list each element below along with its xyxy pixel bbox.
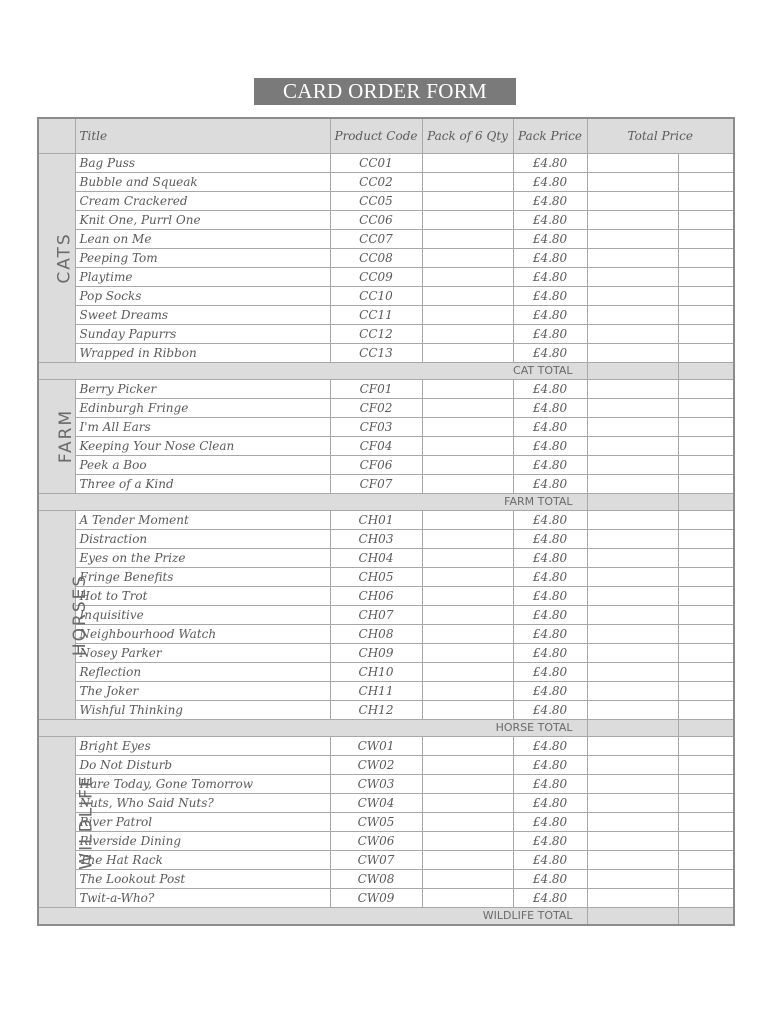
card-title-cell: Wrapped in Ribbon (75, 344, 330, 363)
card-title-cell: Wishful Thinking (75, 701, 330, 720)
quantity-cell[interactable] (422, 813, 513, 832)
quantity-cell[interactable] (422, 606, 513, 625)
total-price-cell[interactable] (587, 701, 678, 720)
pack-price-cell: £4.80 (513, 756, 587, 775)
pack-price-cell: £4.80 (513, 268, 587, 287)
quantity-cell[interactable] (422, 511, 513, 530)
total-price-cell[interactable] (587, 813, 678, 832)
card-title-cell: River Patrol (75, 813, 330, 832)
product-code-cell: CC05 (330, 192, 422, 211)
product-code-cell: CF06 (330, 456, 422, 475)
total-price-cell[interactable] (587, 456, 678, 475)
total-price-pence-cell[interactable] (678, 813, 734, 832)
total-price-cell[interactable] (587, 475, 678, 494)
product-code-cell: CH06 (330, 587, 422, 606)
quantity-cell[interactable] (422, 756, 513, 775)
table-row (38, 606, 734, 625)
card-title-cell: Nosey Parker (75, 644, 330, 663)
total-price-pence-cell[interactable] (678, 870, 734, 889)
total-price-cell[interactable] (587, 663, 678, 682)
card-title-cell: Peeping Tom (75, 249, 330, 268)
quantity-cell[interactable] (422, 889, 513, 908)
product-code-cell: CW01 (330, 737, 422, 756)
product-code-cell: CH03 (330, 530, 422, 549)
table-row (38, 456, 734, 475)
product-code-cell: CH01 (330, 511, 422, 530)
quantity-cell[interactable] (422, 456, 513, 475)
table-row (38, 870, 734, 889)
card-title-cell: Eyes on the Prize (75, 549, 330, 568)
card-title-cell: Neighbourhood Watch (75, 625, 330, 644)
total-price-pence-cell[interactable] (678, 154, 734, 173)
pack-price-cell: £4.80 (513, 306, 587, 325)
pack-price-cell: £4.80 (513, 475, 587, 494)
pack-price-cell: £4.80 (513, 154, 587, 173)
card-title-cell: Playtime (75, 268, 330, 287)
quantity-cell[interactable] (422, 249, 513, 268)
total-price-pence-cell[interactable] (678, 268, 734, 287)
total-price-pence-cell[interactable] (678, 380, 734, 399)
section-total-pence[interactable] (678, 720, 734, 737)
table-row (38, 851, 734, 870)
card-title-cell: I'm All Ears (75, 418, 330, 437)
card-title-cell: Lean on Me (75, 230, 330, 249)
section-total-row (38, 494, 734, 511)
total-price-cell[interactable] (587, 644, 678, 663)
table-row (38, 794, 734, 813)
total-price-cell[interactable] (587, 606, 678, 625)
total-price-cell[interactable] (587, 832, 678, 851)
total-price-pence-cell[interactable] (678, 682, 734, 701)
product-code-cell: CC13 (330, 344, 422, 363)
card-title-cell: Distraction (75, 530, 330, 549)
product-code-cell: CW02 (330, 756, 422, 775)
card-title-cell: Twit-a-Who? (75, 889, 330, 908)
quantity-cell[interactable] (422, 325, 513, 344)
section-total-pence[interactable] (678, 494, 734, 511)
product-code-cell: CH07 (330, 606, 422, 625)
total-price-pence-cell[interactable] (678, 832, 734, 851)
total-price-cell[interactable] (587, 399, 678, 418)
table-row (38, 549, 734, 568)
category-label: WILDLIFE (76, 773, 97, 870)
total-price-pence-cell[interactable] (678, 399, 734, 418)
card-title-cell: Sweet Dreams (75, 306, 330, 325)
product-code-cell: CF04 (330, 437, 422, 456)
section-total-pence[interactable] (678, 363, 734, 380)
table-row (38, 644, 734, 663)
product-code-cell: CC12 (330, 325, 422, 344)
total-price-pence-cell[interactable] (678, 587, 734, 606)
pack-price-cell: £4.80 (513, 511, 587, 530)
section-total-label: WILDLIFE TOTAL (38, 908, 587, 926)
total-price-pence-cell[interactable] (678, 794, 734, 813)
card-title-cell: Keeping Your Nose Clean (75, 437, 330, 456)
quantity-cell[interactable] (422, 663, 513, 682)
total-price-pence-cell[interactable] (678, 437, 734, 456)
card-title-cell: Nuts, Who Said Nuts? (75, 794, 330, 813)
card-title-cell: Bright Eyes (75, 737, 330, 756)
total-price-cell[interactable] (587, 173, 678, 192)
product-code-cell: CF03 (330, 418, 422, 437)
product-code-cell: CH10 (330, 663, 422, 682)
quantity-cell[interactable] (422, 211, 513, 230)
quantity-cell[interactable] (422, 418, 513, 437)
total-price-cell[interactable] (587, 287, 678, 306)
table-row (38, 173, 734, 192)
total-price-pence-cell[interactable] (678, 344, 734, 363)
product-code-cell: CC08 (330, 249, 422, 268)
card-title-cell: The Joker (75, 682, 330, 701)
category-cell (38, 380, 75, 494)
pack-price-cell: £4.80 (513, 832, 587, 851)
total-price-pence-cell[interactable] (678, 325, 734, 344)
section-total-label: CAT TOTAL (38, 363, 587, 380)
pack-price-cell: £4.80 (513, 173, 587, 192)
pack-price-cell: £4.80 (513, 192, 587, 211)
total-price-pence-cell[interactable] (678, 889, 734, 908)
quantity-cell[interactable] (422, 530, 513, 549)
card-title-cell: Knit One, Purrl One (75, 211, 330, 230)
table-row (38, 568, 734, 587)
pack-price-cell: £4.80 (513, 813, 587, 832)
pack-price-cell: £4.80 (513, 549, 587, 568)
table-row (38, 344, 734, 363)
header-row (38, 118, 734, 154)
category-cell (38, 511, 91, 720)
section-total-value[interactable] (587, 720, 678, 737)
total-price-pence-cell[interactable] (678, 568, 734, 587)
table-row (38, 832, 734, 851)
total-price-cell[interactable] (587, 154, 678, 173)
category-cell (38, 154, 75, 363)
card-title-cell: Peek a Boo (75, 456, 330, 475)
category-cell (38, 737, 97, 908)
product-code-cell: CW05 (330, 813, 422, 832)
product-code-cell: CF02 (330, 399, 422, 418)
card-title-cell: Sunday Papurrs (75, 325, 330, 344)
category-label: HORSES (70, 573, 91, 656)
section-total-row (38, 720, 734, 737)
section-total-value[interactable] (587, 908, 678, 926)
quantity-cell[interactable] (422, 587, 513, 606)
product-code-cell: CF01 (330, 380, 422, 399)
pack-price-cell: £4.80 (513, 737, 587, 756)
table-row (38, 154, 734, 173)
quantity-cell[interactable] (422, 287, 513, 306)
card-title-cell: Do Not Disturb (75, 756, 330, 775)
table-row (38, 775, 734, 794)
table-row (38, 511, 734, 530)
table-row (38, 249, 734, 268)
total-price-cell[interactable] (587, 268, 678, 287)
table-row (38, 306, 734, 325)
card-title-cell: Edinburgh Fringe (75, 399, 330, 418)
quantity-cell[interactable] (422, 399, 513, 418)
total-price-pence-cell[interactable] (678, 287, 734, 306)
total-price-pence-cell[interactable] (678, 230, 734, 249)
product-code-cell: CH12 (330, 701, 422, 720)
total-price-pence-cell[interactable] (678, 737, 734, 756)
pack-price-cell: £4.80 (513, 851, 587, 870)
quantity-cell[interactable] (422, 268, 513, 287)
total-price-pence-cell[interactable] (678, 549, 734, 568)
header-corner (38, 118, 75, 154)
quantity-cell[interactable] (422, 832, 513, 851)
total-price-cell[interactable] (587, 211, 678, 230)
table-row (38, 701, 734, 720)
product-code-cell: CC09 (330, 268, 422, 287)
quantity-cell[interactable] (422, 701, 513, 720)
card-title-cell: Reflection (75, 663, 330, 682)
total-price-pence-cell[interactable] (678, 663, 734, 682)
card-title-cell: Inquisitive (75, 606, 330, 625)
quantity-cell[interactable] (422, 794, 513, 813)
table-row (38, 813, 734, 832)
total-price-pence-cell[interactable] (678, 306, 734, 325)
product-code-cell: CH08 (330, 625, 422, 644)
pack-price-cell: £4.80 (513, 399, 587, 418)
table-row (38, 756, 734, 775)
section-total-label: FARM TOTAL (38, 494, 587, 511)
card-title-cell: A Tender Moment (75, 511, 330, 530)
category-label: FARM (56, 408, 77, 464)
card-title-cell: Berry Picker (75, 380, 330, 399)
total-price-cell[interactable] (587, 756, 678, 775)
quantity-cell[interactable] (422, 344, 513, 363)
total-price-pence-cell[interactable] (678, 775, 734, 794)
pack-price-cell: £4.80 (513, 418, 587, 437)
table-row (38, 380, 734, 399)
pack-price-cell: £4.80 (513, 249, 587, 268)
product-code-cell: CW07 (330, 851, 422, 870)
product-code-cell: CC06 (330, 211, 422, 230)
section-total-row (38, 363, 734, 380)
quantity-cell[interactable] (422, 851, 513, 870)
table-row (38, 663, 734, 682)
header-product-code: Product Code (330, 118, 422, 154)
card-title-cell: Fringe Benefits (75, 568, 330, 587)
total-price-cell[interactable] (587, 325, 678, 344)
total-price-cell[interactable] (587, 549, 678, 568)
total-price-cell[interactable] (587, 530, 678, 549)
total-price-cell[interactable] (587, 794, 678, 813)
header-total-price: Total Price (587, 118, 734, 154)
card-title-cell: Cream Crackered (75, 192, 330, 211)
product-code-cell: CC07 (330, 230, 422, 249)
table-row (38, 230, 734, 249)
pack-price-cell: £4.80 (513, 701, 587, 720)
total-price-cell[interactable] (587, 380, 678, 399)
card-title-cell: Hot to Trot (75, 587, 330, 606)
total-price-pence-cell[interactable] (678, 192, 734, 211)
total-price-pence-cell[interactable] (678, 756, 734, 775)
table-row (38, 889, 734, 908)
total-price-pence-cell[interactable] (678, 606, 734, 625)
category-label: CATS (54, 231, 75, 284)
total-price-cell[interactable] (587, 625, 678, 644)
total-price-pence-cell[interactable] (678, 456, 734, 475)
section-total-pence[interactable] (678, 908, 734, 926)
header-pack-price: Pack Price (513, 118, 587, 154)
section-total-row (38, 908, 734, 926)
total-price-pence-cell[interactable] (678, 475, 734, 494)
quantity-cell[interactable] (422, 870, 513, 889)
total-price-pence-cell[interactable] (678, 211, 734, 230)
total-price-pence-cell[interactable] (678, 851, 734, 870)
table-row (38, 587, 734, 606)
total-price-cell[interactable] (587, 230, 678, 249)
total-price-cell[interactable] (587, 306, 678, 325)
pack-price-cell: £4.80 (513, 380, 587, 399)
quantity-cell[interactable] (422, 230, 513, 249)
quantity-cell[interactable] (422, 173, 513, 192)
table-row (38, 399, 734, 418)
total-price-cell[interactable] (587, 418, 678, 437)
table-row (38, 211, 734, 230)
card-title-cell: The Hat Rack (75, 851, 330, 870)
header-pack-qty: Pack of 6 Qty (422, 118, 513, 154)
form-title: CARD ORDER FORM (254, 78, 516, 105)
pack-price-cell: £4.80 (513, 644, 587, 663)
total-price-cell[interactable] (587, 511, 678, 530)
total-price-cell[interactable] (587, 737, 678, 756)
pack-price-cell: £4.80 (513, 568, 587, 587)
total-price-pence-cell[interactable] (678, 173, 734, 192)
pack-price-cell: £4.80 (513, 606, 587, 625)
quantity-cell[interactable] (422, 380, 513, 399)
product-code-cell: CC01 (330, 154, 422, 173)
total-price-cell[interactable] (587, 344, 678, 363)
table-row (38, 192, 734, 211)
pack-price-cell: £4.80 (513, 682, 587, 701)
card-title-cell: Pop Socks (75, 287, 330, 306)
product-code-cell: CH05 (330, 568, 422, 587)
pack-price-cell: £4.80 (513, 870, 587, 889)
total-price-cell[interactable] (587, 870, 678, 889)
product-code-cell: CC10 (330, 287, 422, 306)
section-total-value[interactable] (587, 363, 678, 380)
product-code-cell: CH09 (330, 644, 422, 663)
quantity-cell[interactable] (422, 625, 513, 644)
product-code-cell: CW08 (330, 870, 422, 889)
card-title-cell: The Lookout Post (75, 870, 330, 889)
total-price-pence-cell[interactable] (678, 701, 734, 720)
pack-price-cell: £4.80 (513, 587, 587, 606)
quantity-cell[interactable] (422, 737, 513, 756)
table-row (38, 325, 734, 344)
order-body (38, 154, 734, 926)
pack-price-cell: £4.80 (513, 325, 587, 344)
quantity-cell[interactable] (422, 192, 513, 211)
pack-price-cell: £4.80 (513, 230, 587, 249)
pack-price-cell: £4.80 (513, 530, 587, 549)
product-code-cell: CH04 (330, 549, 422, 568)
quantity-cell[interactable] (422, 549, 513, 568)
total-price-pence-cell[interactable] (678, 530, 734, 549)
pack-price-cell: £4.80 (513, 889, 587, 908)
table-row (38, 530, 734, 549)
pack-price-cell: £4.80 (513, 775, 587, 794)
total-price-pence-cell[interactable] (678, 644, 734, 663)
pack-price-cell: £4.80 (513, 287, 587, 306)
card-title-cell: Bag Puss (75, 154, 330, 173)
quantity-cell[interactable] (422, 568, 513, 587)
card-title-cell: Riverside Dining (75, 832, 330, 851)
product-code-cell: CW09 (330, 889, 422, 908)
table-row (38, 625, 734, 644)
total-price-pence-cell[interactable] (678, 418, 734, 437)
product-code-cell: CW06 (330, 832, 422, 851)
total-price-cell[interactable] (587, 192, 678, 211)
quantity-cell[interactable] (422, 154, 513, 173)
pack-price-cell: £4.80 (513, 211, 587, 230)
product-code-cell: CC02 (330, 173, 422, 192)
total-price-cell[interactable] (587, 851, 678, 870)
table-row (38, 437, 734, 456)
order-table (37, 117, 735, 926)
total-price-pence-cell[interactable] (678, 511, 734, 530)
pack-price-cell: £4.80 (513, 794, 587, 813)
card-title-cell: Three of a Kind (75, 475, 330, 494)
total-price-cell[interactable] (587, 775, 678, 794)
card-title-cell: Hare Today, Gone Tomorrow (75, 775, 330, 794)
total-price-cell[interactable] (587, 568, 678, 587)
product-code-cell: CW03 (330, 775, 422, 794)
total-price-cell[interactable] (587, 587, 678, 606)
total-price-cell[interactable] (587, 889, 678, 908)
product-code-cell: CF07 (330, 475, 422, 494)
quantity-cell[interactable] (422, 682, 513, 701)
total-price-pence-cell[interactable] (678, 625, 734, 644)
table-row (38, 682, 734, 701)
table-row (38, 737, 734, 756)
total-price-pence-cell[interactable] (678, 249, 734, 268)
quantity-cell[interactable] (422, 437, 513, 456)
quantity-cell[interactable] (422, 475, 513, 494)
pack-price-cell: £4.80 (513, 456, 587, 475)
table-row (38, 268, 734, 287)
total-price-cell[interactable] (587, 249, 678, 268)
pack-price-cell: £4.80 (513, 344, 587, 363)
quantity-cell[interactable] (422, 775, 513, 794)
pack-price-cell: £4.80 (513, 663, 587, 682)
table-row (38, 287, 734, 306)
total-price-cell[interactable] (587, 682, 678, 701)
quantity-cell[interactable] (422, 644, 513, 663)
product-code-cell: CC11 (330, 306, 422, 325)
pack-price-cell: £4.80 (513, 625, 587, 644)
total-price-cell[interactable] (587, 437, 678, 456)
table-row (38, 475, 734, 494)
pack-price-cell: £4.80 (513, 437, 587, 456)
product-code-cell: CW04 (330, 794, 422, 813)
card-title-cell: Bubble and Squeak (75, 173, 330, 192)
table-row (38, 418, 734, 437)
section-total-value[interactable] (587, 494, 678, 511)
quantity-cell[interactable] (422, 306, 513, 325)
header-title: Title (75, 118, 330, 154)
section-total-label: HORSE TOTAL (38, 720, 587, 737)
product-code-cell: CH11 (330, 682, 422, 701)
